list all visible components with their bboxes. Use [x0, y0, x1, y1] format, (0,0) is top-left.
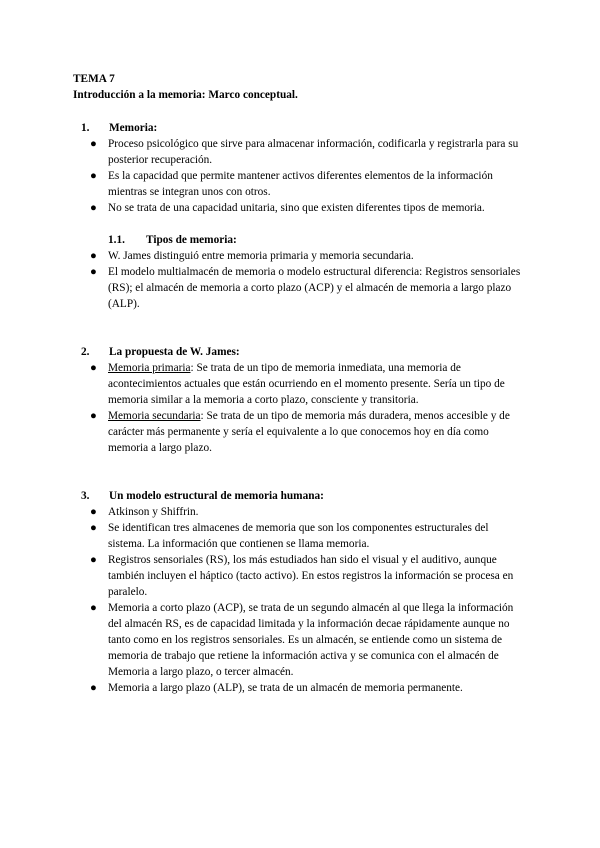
bullet-icon: ●: [90, 250, 97, 262]
list-item: ● Atkinson y Shiffrin.: [90, 506, 199, 518]
bullet-icon: ●: [90, 602, 97, 614]
bullet-icon: ●: [90, 138, 97, 150]
bullet-icon: ●: [90, 170, 97, 182]
document-tema: TEMA 7: [73, 73, 115, 85]
section-2-list: [90, 360, 522, 456]
bullet-icon: ●: [90, 202, 97, 214]
list-item: ● Registros sensoriales (RS), los más estudiados han sido el visual y el auditivo, aunque también incluyen el háptico (tacto activo). En estos registros la información se procesa en paralelo.: [90, 554, 514, 598]
list-item: ● No se trata de una capacidad unitaria, sino que existen diferentes tipos de memoria.: [90, 202, 485, 214]
list-item: ● Memoria primaria: Se trata de un tipo de memoria inmediata, una memoria de acontecimientos actuales que están ocurriendo en el momento presente. Sería un tipo de memoria similar a la memoria a corto plazo, consciente y transitoria.: [90, 362, 505, 406]
section-2-title: La propuesta de W. James:: [109, 346, 240, 358]
bullet-icon: ●: [90, 410, 97, 422]
subsection-1-1-list: [90, 248, 522, 312]
bullet-icon: ●: [90, 522, 97, 534]
section-3-list: [90, 504, 522, 696]
subsection-1-1-heading: [108, 232, 237, 248]
subsection-1-1-number: 1.1.: [108, 234, 125, 246]
subsection-1-1-title: Tipos de memoria:: [146, 234, 237, 246]
section-1-title: Memoria:: [109, 122, 158, 134]
list-item: ● Se identifican tres almacenes de memoria que son los componentes estructurales del sistema. La información que contienen se llama memoria.: [90, 522, 489, 550]
bullet-icon: ●: [90, 266, 97, 278]
list-item: ● Es la capacidad que permite mantener activos diferentes elementos de la información mientras se integran unos con otros.: [90, 170, 493, 198]
document-subtitle: Introducción a la memoria: Marco conceptual.: [73, 89, 298, 101]
list-item: ● Memoria a largo plazo (ALP), se trata de un almacén de memoria permanente.: [90, 682, 463, 694]
list-item: ● Memoria a corto plazo (ACP), se trata de un segundo almacén al que llega la información del almacén RS, es de capacidad limitada y la información decae rápidamente aunque no tanto como en los registros sensoriales. Es un almacén, se entiende como un sistema de memoria de trabajo que retiene la información activa y se comunica con el almacén de Memoria a largo plazo, o tercer almacén.: [90, 602, 514, 678]
list-item: ● Proceso psicológico que sirve para almacenar información, codificarla y registrarla para su posterior recuperación.: [90, 138, 519, 166]
section-1-number: 1.: [81, 122, 90, 134]
term-memoria-secundaria: Memoria secundaria: [108, 410, 201, 422]
section-3-number: 3.: [81, 490, 90, 502]
bullet-icon: ●: [90, 506, 97, 518]
section-2-heading: [81, 344, 240, 360]
list-item: ● El modelo multialmacén de memoria o modelo estructural diferencia: Registros sensoriales (RS); el almacén de memoria a corto plazo (ACP) y el almacén de memoria a largo plazo (ALP).: [90, 266, 521, 310]
term-memoria-primaria: Memoria primaria: [108, 362, 191, 374]
list-item: ● W. James distinguió entre memoria primaria y memoria secundaria.: [90, 250, 414, 262]
section-1-list: [90, 136, 522, 216]
bullet-icon: ●: [90, 682, 97, 694]
section-1-heading: [81, 120, 157, 136]
section-3-title: Un modelo estructural de memoria humana:: [109, 490, 324, 502]
bullet-icon: ●: [90, 554, 97, 566]
section-2-number: 2.: [81, 346, 90, 358]
list-item: ● Memoria secundaria: Se trata de un tipo de memoria más duradera, menos accesible y de carácter más permanente y sería el equivalente a lo que conocemos hoy en día como memoria a largo plazo.: [90, 410, 510, 454]
bullet-icon: ●: [90, 362, 97, 374]
section-3-heading: [81, 488, 324, 504]
